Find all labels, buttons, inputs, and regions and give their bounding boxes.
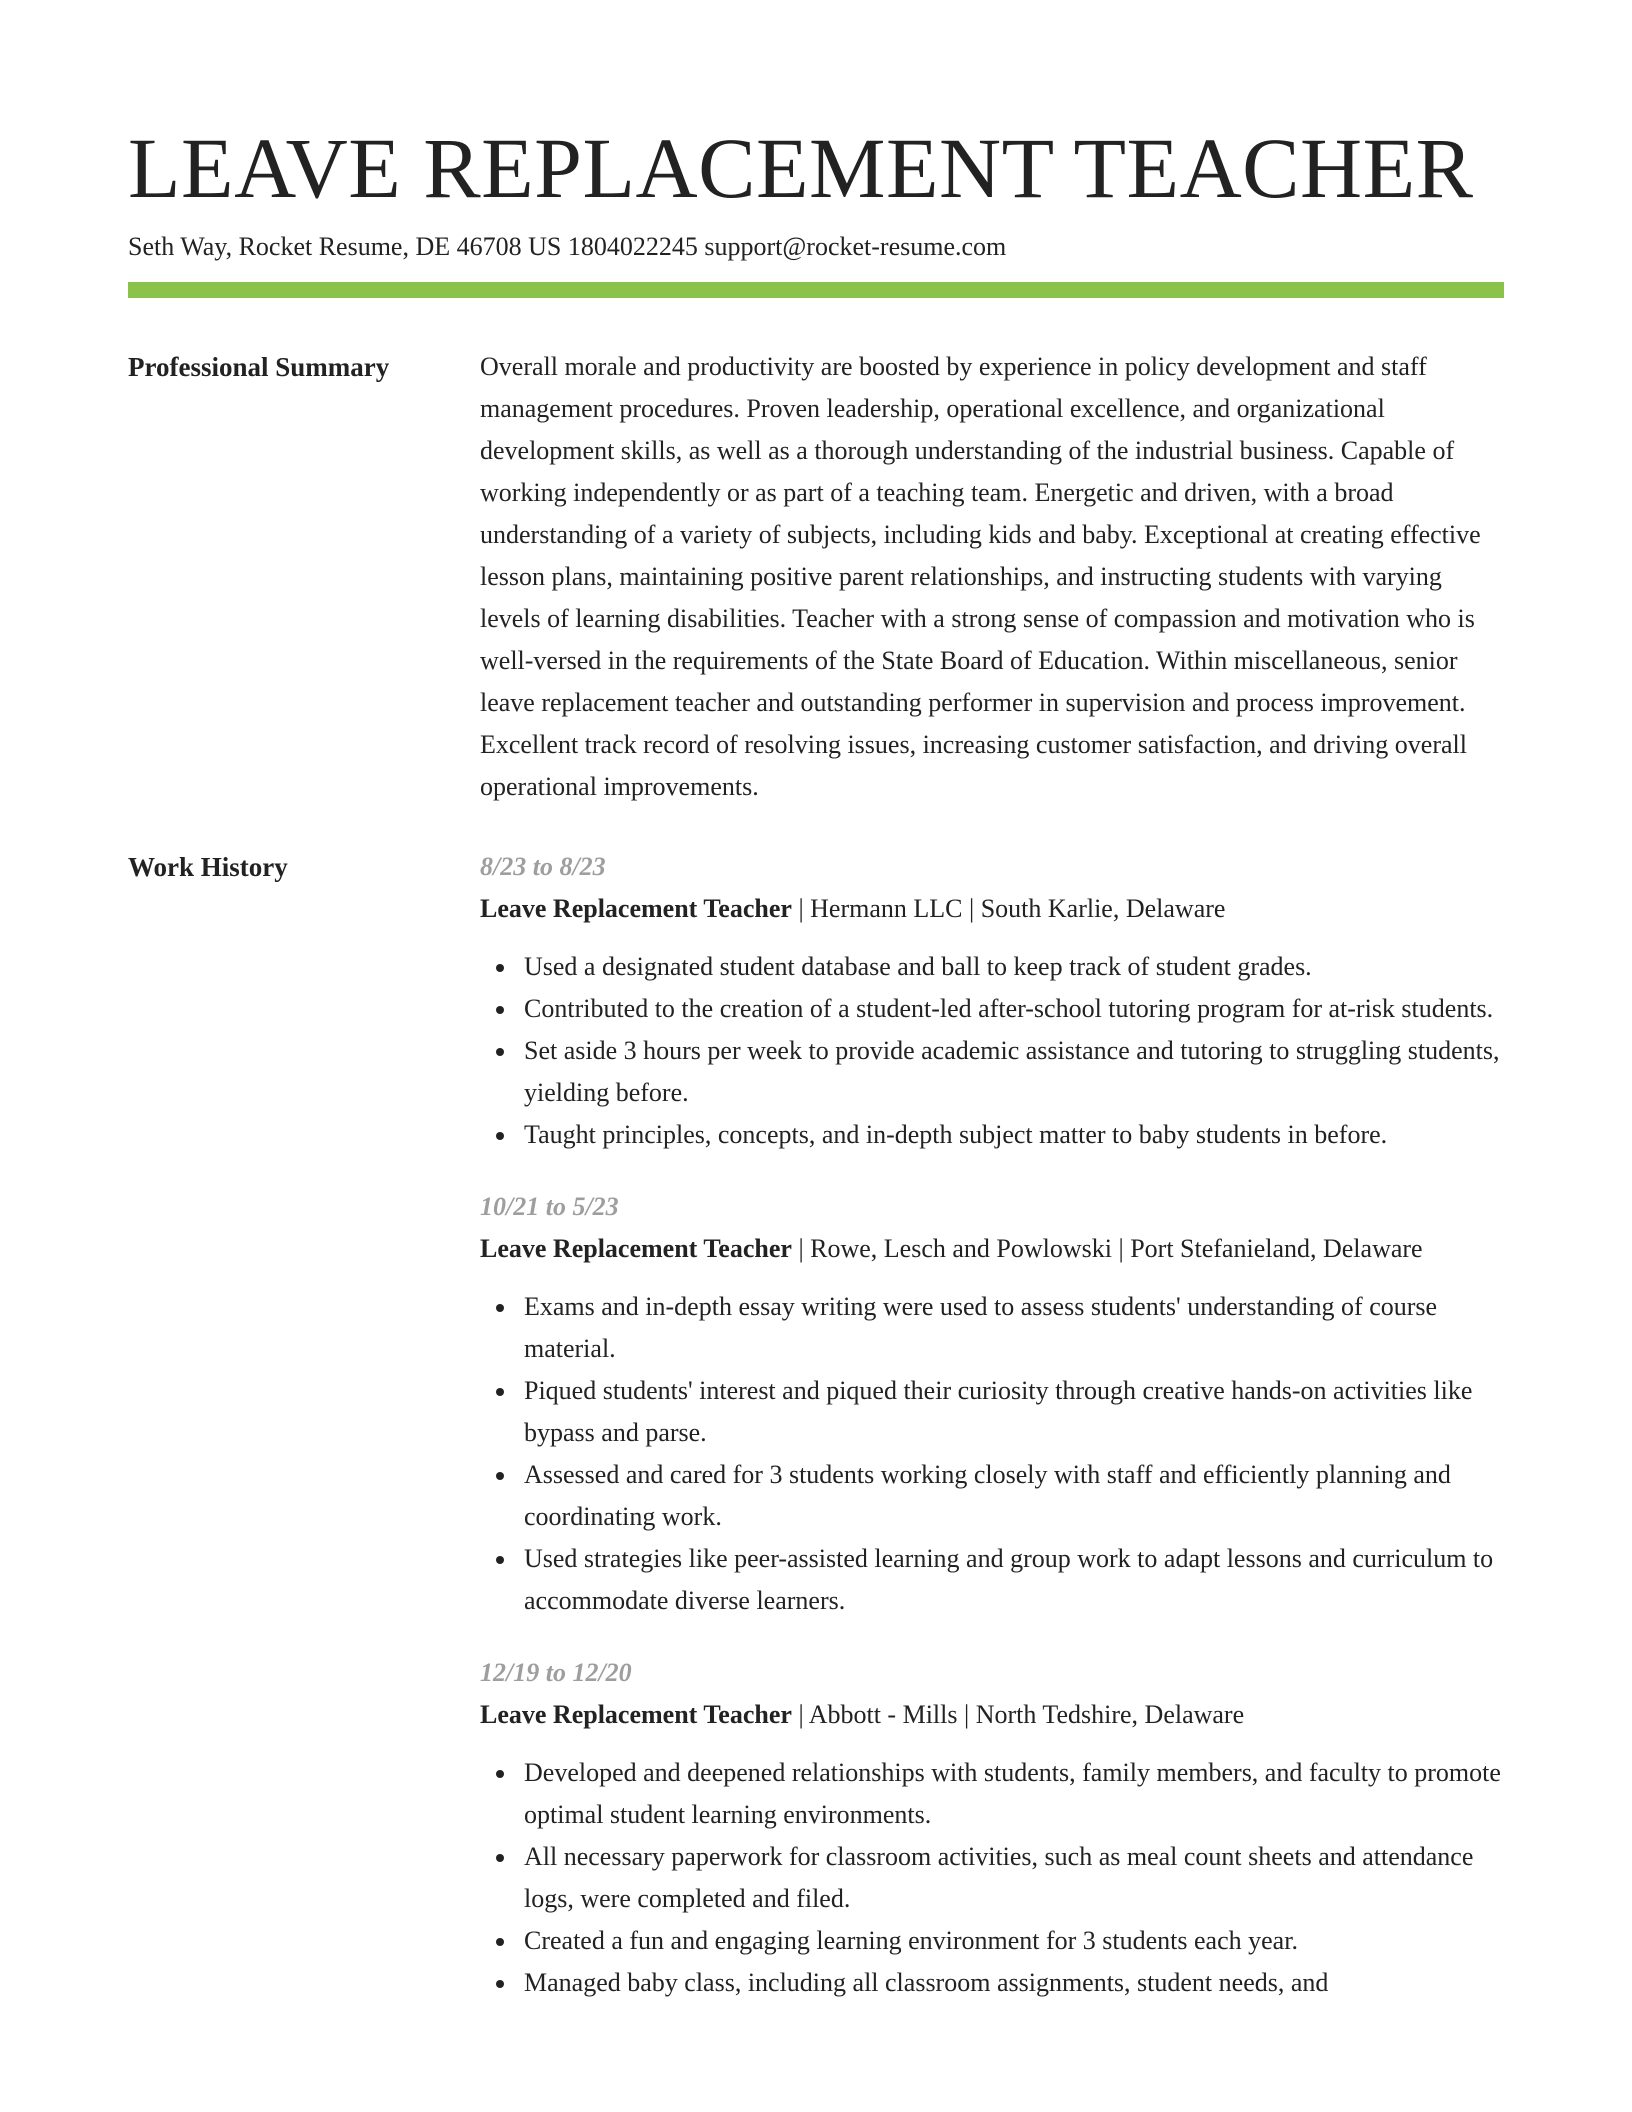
job-title: Leave Replacement Teacher <box>480 894 792 923</box>
resume-title: LEAVE REPLACEMENT TEACHER <box>128 120 1474 216</box>
job-bullet: Developed and deepened relationships with students, family members, and faculty to promote optimal student learning environments. <box>524 1752 1504 1836</box>
section-label-work: Work History <box>128 852 288 882</box>
job-entry <box>480 1652 1504 2004</box>
section-label-summary: Professional Summary <box>128 352 390 382</box>
job-heading <box>480 1228 1504 1270</box>
job-bullet: Set aside 3 hours per week to provide academic assistance and tutoring to struggling students, yielding before. <box>524 1030 1504 1114</box>
summary-text: Overall morale and productivity are boosted by experience in policy development and staff management procedures. Proven leadership, operational excellence, and organizational development skills, as well as a thorough understanding of the industrial business. Capable of working independently or as part of a teaching team. Energetic and driven, with a broad understanding of a variety of subjects, including kids and baby. Exceptional at creating effective lesson plans, maintaining positive parent relationships, and instructing students with varying levels of learning disabilities. Teacher with a strong sense of compassion and motivation who is well-versed in the requirements of the State Board of Education. Within miscellaneous, senior leave replacement teacher and outstanding performer in supervision and process improvement. Excellent track record of resolving issues, increasing customer satisfaction, and driving overall operational improvements. <box>480 352 1481 801</box>
job-bullet: Assessed and cared for 3 students working closely with staff and efficiently planning and coordinating work. <box>524 1454 1504 1538</box>
job-bullet: Created a fun and engaging learning environment for 3 students each year. <box>524 1920 1504 1962</box>
job-details: | Hermann LLC | South Karlie, Delaware <box>791 894 1226 923</box>
work-history-section <box>128 846 1504 2004</box>
job-bullet: Managed baby class, including all classroom assignments, student needs, and <box>524 1962 1504 2004</box>
job-title: Leave Replacement Teacher <box>480 1700 792 1729</box>
job-heading <box>480 888 1504 930</box>
job-bullet: Piqued students' interest and piqued their curiosity through creative hands-on activities like bypass and parse. <box>524 1370 1504 1454</box>
job-details: | Rowe, Lesch and Powlowski | Port Stefanieland, Delaware <box>791 1234 1423 1263</box>
job-dates: 8/23 to 8/23 <box>480 852 606 881</box>
job-bullet: Exams and in-depth essay writing were used to assess students' understanding of course material. <box>524 1286 1504 1370</box>
job-entry <box>480 846 1504 1156</box>
resume-page <box>128 0 1504 2004</box>
professional-summary-section <box>128 346 1504 808</box>
job-heading <box>480 1694 1504 1736</box>
job-dates: 12/19 to 12/20 <box>480 1658 632 1687</box>
job-bullet: Contributed to the creation of a student-led after-school tutoring program for at-risk students. <box>524 988 1504 1030</box>
job-entry <box>480 1186 1504 1622</box>
job-bullet: All necessary paperwork for classroom activities, such as meal count sheets and attendance logs, were completed and filed. <box>524 1836 1504 1920</box>
contact-line: Seth Way, Rocket Resume, DE 46708 US 1804022245 support@rocket-resume.com <box>128 232 1007 261</box>
header-divider <box>128 282 1504 298</box>
job-details: | Abbott - Mills | North Tedshire, Delaware <box>791 1700 1245 1729</box>
summary-body <box>480 346 1504 808</box>
job-bullet-list <box>480 1752 1504 2004</box>
job-bullet: Taught principles, concepts, and in-depth subject matter to baby students in before. <box>524 1114 1504 1156</box>
job-bullet-list <box>480 946 1504 1156</box>
job-bullet-list <box>480 1286 1504 1622</box>
job-dates: 10/21 to 5/23 <box>480 1192 619 1221</box>
job-bullet: Used a designated student database and ball to keep track of student grades. <box>524 946 1504 988</box>
job-title: Leave Replacement Teacher <box>480 1234 792 1263</box>
job-bullet: Used strategies like peer-assisted learning and group work to adapt lessons and curriculum to accommodate diverse learners. <box>524 1538 1504 1622</box>
work-history-body <box>480 846 1504 2004</box>
